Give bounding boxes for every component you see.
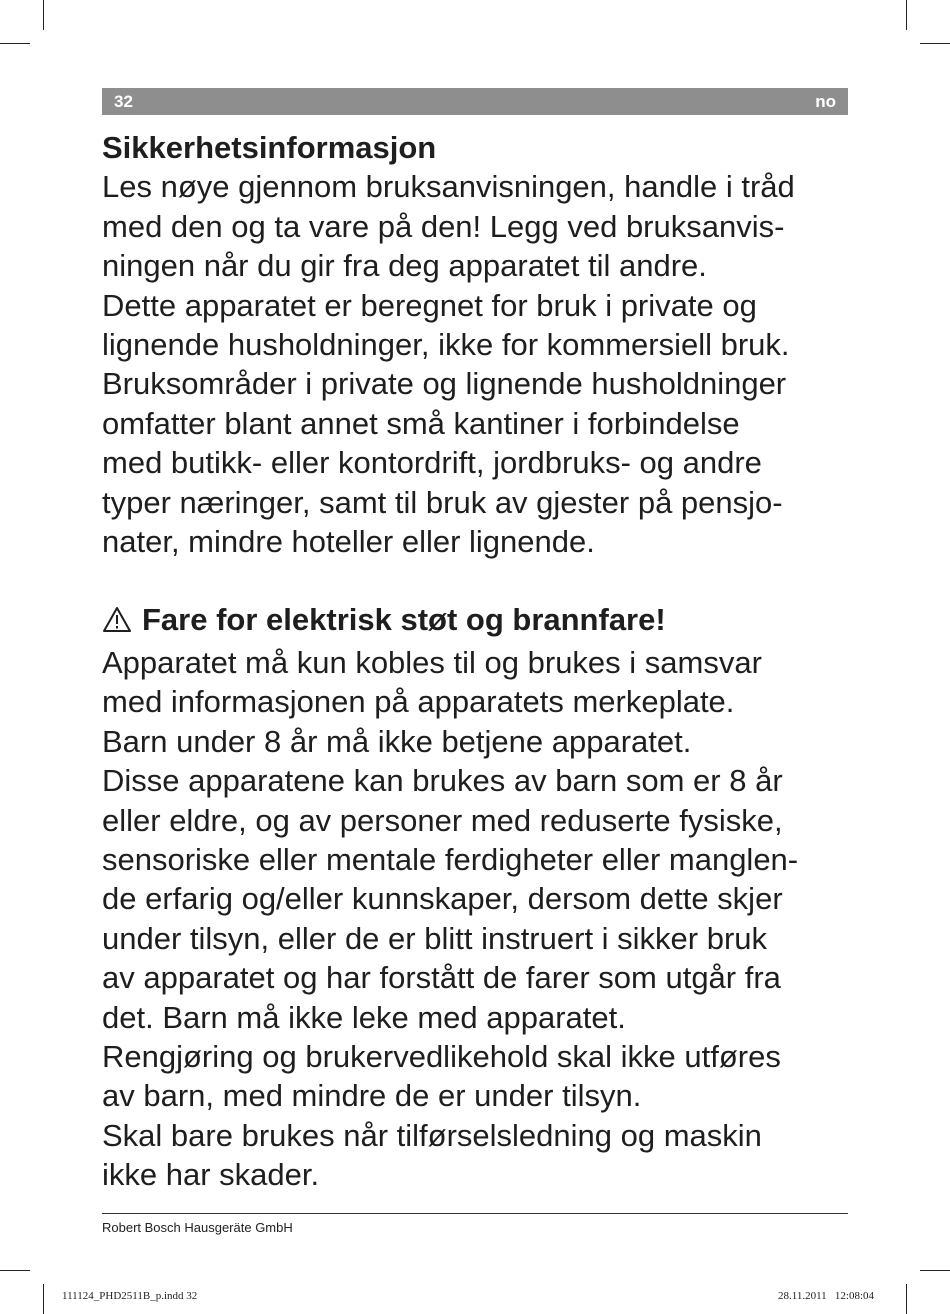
section-title-safety: Sikkerhetsinformasjon xyxy=(102,130,437,165)
document-body xyxy=(102,128,852,1195)
crop-mark xyxy=(920,1270,950,1271)
language-code: no xyxy=(815,92,836,111)
section-title-electric-hazard: Fare for elektrisk støt og brannfare! xyxy=(142,602,666,638)
page-number: 32 xyxy=(114,92,133,111)
crop-mark xyxy=(0,43,30,44)
crop-mark xyxy=(906,1284,907,1314)
section-body-electric-hazard: Apparatet må kun kobles til og brukes i samsvar med informasjonen på apparatets merkeplate. Barn under 8 år må ikke betjene apparatet. Disse apparatene kan brukes av barn som er 8 år eller eldre, og av personer med reduserte fysiske, sensoriske eller mentale ferdigheter eller manglen- de erfarig og/eller kunnskaper, dersom dette skjer under tilsyn, eller de er blitt instruert i sikker bruk av apparatet og har forstått de farer som utgår fra det. Barn må ikke leke med apparatet. Rengjøring og brukervedlikehold skal ikke utføres av barn, med mindre de er under tilsyn. Skal bare brukes når tilførselsledning og maskin ikke har skader. xyxy=(102,644,799,1193)
print-slug-datetime: 28.11.2011 12:08:04 xyxy=(778,1290,875,1302)
crop-mark xyxy=(43,1284,44,1314)
footer-divider xyxy=(102,1213,848,1214)
section-heading-electric-hazard xyxy=(102,600,852,642)
warning-triangle-icon xyxy=(102,603,132,642)
print-slug-file: 111124_PHD2511B_p.indd 32 xyxy=(62,1290,198,1302)
crop-mark xyxy=(906,0,907,30)
crop-mark xyxy=(43,0,44,30)
crop-mark xyxy=(920,43,950,44)
footer-company: Robert Bosch Hausgeräte GmbH xyxy=(102,1220,293,1235)
crop-mark xyxy=(0,1270,30,1271)
page-header-bar xyxy=(102,88,848,115)
section-spacer xyxy=(102,561,852,600)
section-body-safety: Les nøye gjennom bruksanvisningen, handle i tråd med den og ta vare på den! Legg ved bruksanvis- ningen når du gir fra deg apparatet til andre. Dette apparatet er beregnet for bruk i private og lignende husholdninger, ikke for kommersiell bruk. Bruksområder i private og lignende husholdninger omfatter blant annet små kantiner i forbindelse med butikk- eller kontordrift, jordbruks- og andre typer næringer, samt til bruk av gjester på pensjo- nater, mindre hoteller eller lignende. xyxy=(102,169,795,560)
